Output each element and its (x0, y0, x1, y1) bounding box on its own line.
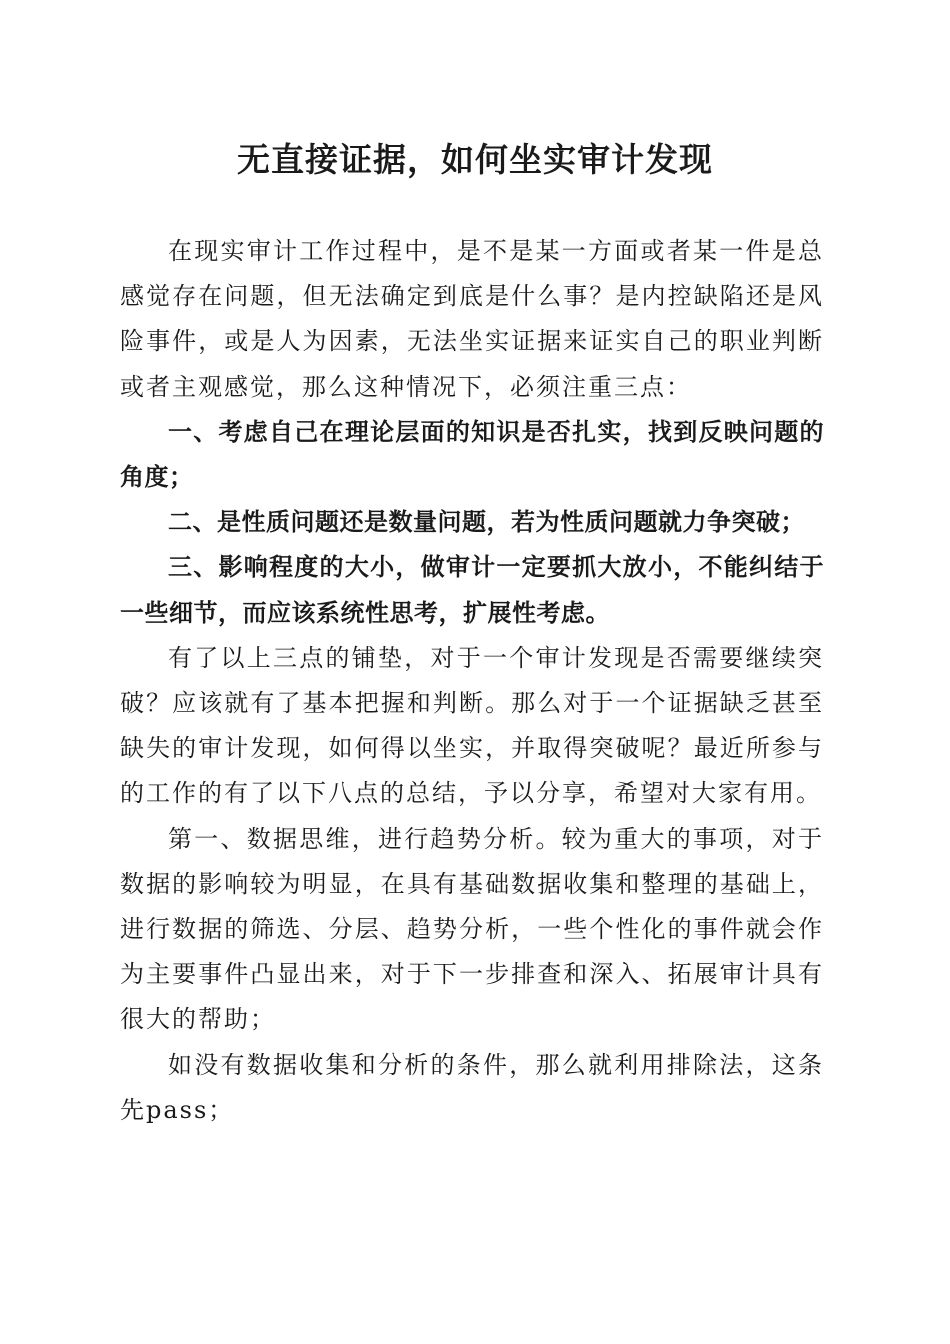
paragraph-transition: 有了以上三点的铺垫，对于一个审计发现是否需要继续突破？应该就有了基本把握和判断。那么对于一个证据缺乏甚至缺失的审计发现，如何得以坐实，并取得突破呢？最近所参与的工作的有了以下八点的总结，予以分享，希望对大家有用。 (120, 643, 824, 808)
paragraph-point-one: 一、考虑自己在理论层面的知识是否扎实，找到反映问题的角度； (120, 417, 824, 492)
paragraph-point-three: 三、影响程度的大小，做审计一定要抓大放小，不能纠结于一些细节，而应该系统性思考，扩展性考虑。 (120, 553, 824, 627)
paragraph-point-two: 二、是性质问题还是数量问题，若为性质问题就力争突破； (168, 508, 805, 537)
paragraph-intro: 在现实审计工作过程中，是不是某一方面或者某一件是总感觉存在问题，但无法确定到底是什么事？是内控缺陷还是风险事件，或是人为因素，无法坐实证据来证实自己的职业判断或者主观感觉，那么这种情况下，必须注重三点： (120, 237, 824, 401)
document-title: 无直接证据，如何坐实审计发现 (237, 140, 713, 179)
paragraph-first-method-note: 如没有数据收集和分析的条件，那么就利用排除法，这条先pass； (120, 1050, 824, 1124)
paragraph-first-method: 第一、数据思维，进行趋势分析。较为重大的事项，对于数据的影响较为明显，在具有基础数据收集和整理的基础上，进行数据的筛选、分层、趋势分析，一些个性化的事件就会作为主要事件凸显出来，对于下一步排查和深入、拓展审计具有很大的帮助； (120, 824, 824, 1034)
document-body (120, 229, 824, 1133)
